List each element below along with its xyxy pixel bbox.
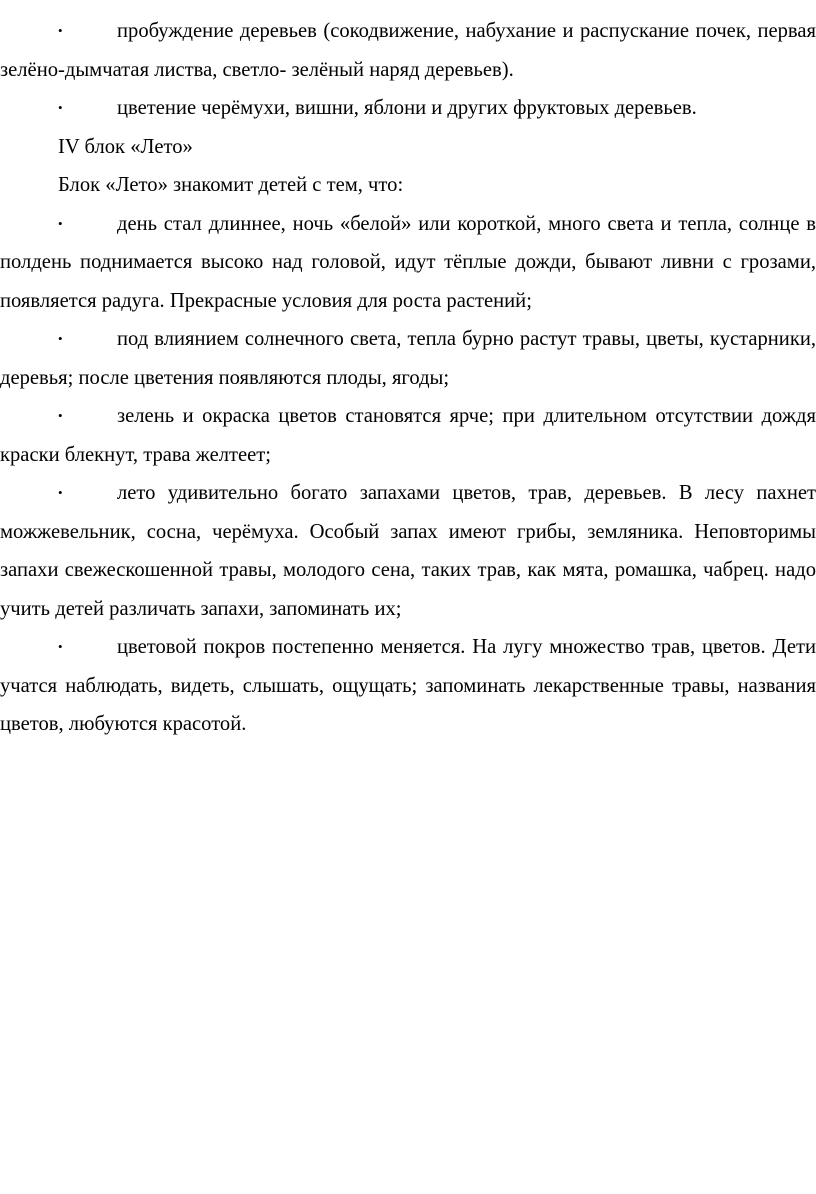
paragraph-text: цветение черёмухи, вишни, яблони и других фруктовых деревьев. [117, 97, 697, 119]
paragraph-text: лето удивительно богато запахами цветов, трав, деревьев. В лесу пахнет можжевельник, сосна, черёмуха. Особый запах имеют грибы, земляника. Неповторимы запахи свежескошенной травы, молодого сена, таких трав, как мята, ромашка, чабрец. надо учить детей различать запахи, запоминать их; [0, 482, 816, 620]
bullet-icon: • [58, 23, 63, 38]
bullet-icon: • [58, 408, 63, 423]
bullet-icon: • [58, 100, 63, 115]
bullet-icon: • [58, 639, 63, 654]
bullet-paragraph-3 [0, 205, 816, 321]
bullet-paragraph-1 [0, 12, 816, 89]
paragraph-text: Блок «Лето» знакомит детей с тем, что: [58, 174, 404, 196]
paragraph-text: IV блок «Лето» [58, 135, 193, 158]
section-heading [0, 128, 816, 167]
bullet-icon: • [58, 485, 63, 500]
paragraph-text: под влиянием солнечного света, тепла бурно растут травы, цветы, кустарники, деревья; после цветения появляются плоды, ягоды; [0, 328, 816, 389]
bullet-paragraph-4 [0, 320, 816, 397]
paragraph-text: пробуждение деревьев (сокодвижение, набухание и распускание почек, первая зелёно-дымчатая листва, светло- зелёный наряд деревьев). [0, 20, 816, 81]
bullet-paragraph-5 [0, 397, 816, 474]
bullet-paragraph-2 [0, 89, 816, 128]
intro-paragraph [0, 166, 816, 205]
bullet-paragraph-6 [0, 474, 816, 628]
paragraph-text: зелень и окраска цветов становятся ярче; при длительном отсутствии дождя краски блекнут, трава желтеет; [0, 405, 816, 466]
bullet-icon: • [58, 215, 63, 231]
paragraph-text: день стал длиннее, ночь «белой» или короткой, много света и тепла, солнце в полдень поднимается высоко над головой, идут тёплые дожди, бывают ливни с грозами, появляется радуга. Прекрасные условия для роста растений; [0, 212, 816, 312]
top-margin [0, 0, 816, 12]
bullet-paragraph-7 [0, 628, 816, 744]
paragraph-text: цветовой покров постепенно меняется. На лугу множество трав, цветов. Дети учатся наблюдать, видеть, слышать, ощущать; запоминать лекарственные травы, названия цветов, любуются красотой. [0, 636, 816, 735]
bullet-icon: • [58, 331, 63, 346]
